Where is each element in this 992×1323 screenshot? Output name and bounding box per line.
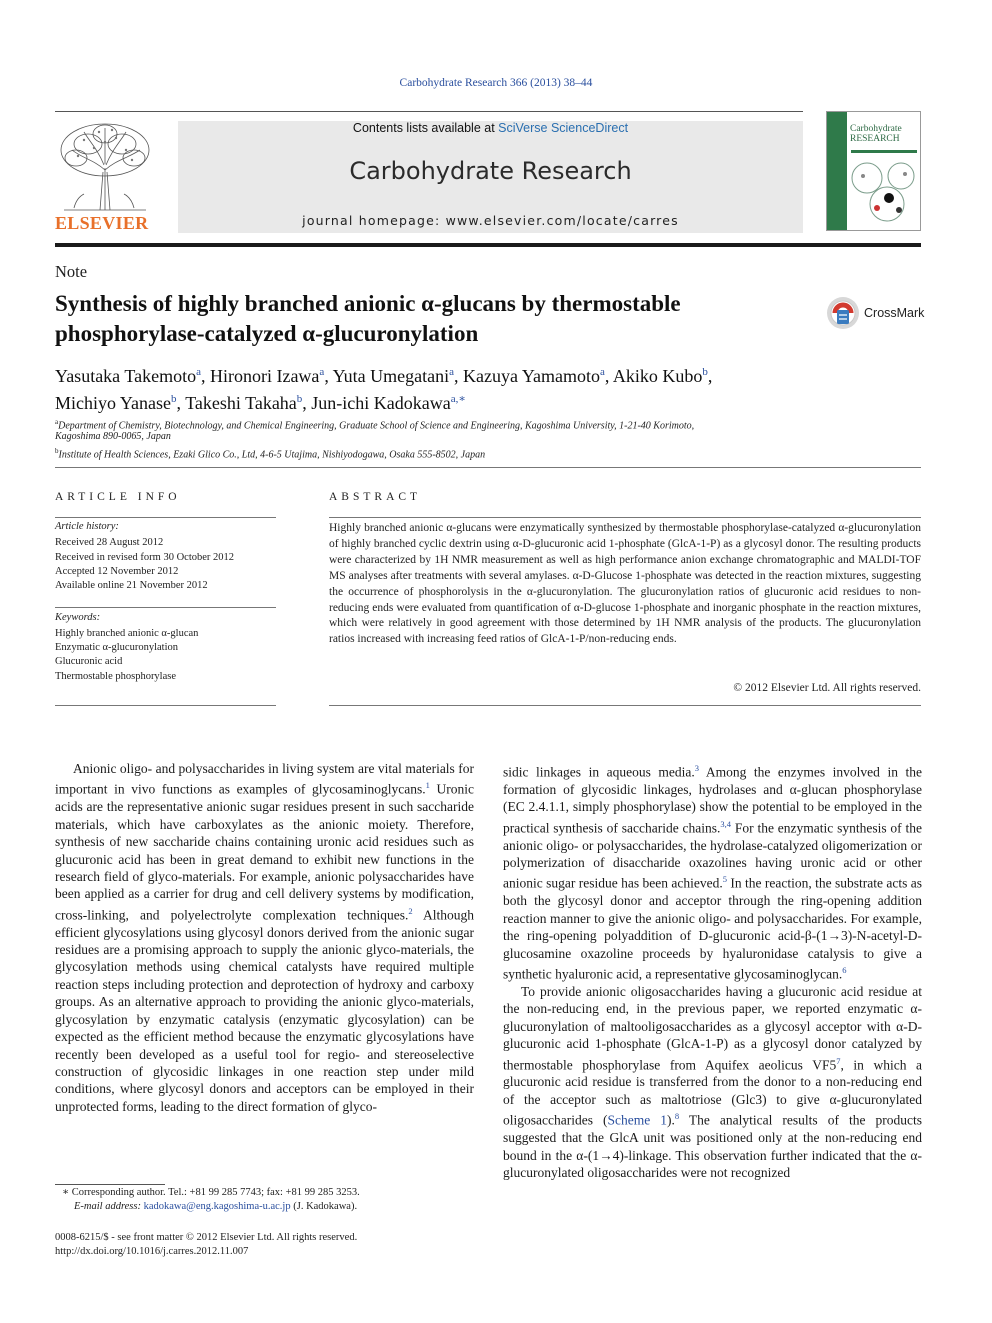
body-column-left xyxy=(55,760,474,1115)
header-rule xyxy=(55,111,803,112)
cover-title-line1: Carbohydrate xyxy=(850,124,902,134)
author-name[interactable]: Akiko Kubo xyxy=(612,366,703,386)
affiliation-text: Department of Chemistry, Biotechnology, and Chemical Engineering, Graduate School of Science and Engineering, Kagoshima University, 1-21-40 Korimoto, xyxy=(58,420,695,432)
affiliation-marker: b xyxy=(55,447,59,455)
email-suffix: (J. Kadokawa). xyxy=(290,1201,358,1212)
author-name[interactable]: Yasutaka Takemoto xyxy=(55,366,197,386)
abstract-copyright: © 2012 Elsevier Ltd. All rights reserved. xyxy=(733,682,921,694)
journal-reference[interactable]: Carbohydrate Research 366 (2013) 38–44 xyxy=(399,77,593,89)
affiliation-marker: a xyxy=(55,418,59,426)
body-text: Anionic oligo- and polysaccharides in living system are vital materials for important in vivo functions as examples of glycosaminoglycans. xyxy=(55,761,474,797)
body-text: Although efficient glycosylations using glycosyl donors derived from the anionic sugar residues are a promising approach to supply the anionic glyco-materials, the glycosylation methods using chemical catalysts have required multiple reaction steps including protection and deprotection of hydroxy and carboxy groups. As an alternative approach to providing the anionic glyco-materials, glycosylation by enzymatic catalysis (enzymatic glycosylation) can be expected as the efficient method because the enzymatic glycosylations have recently been developed as a useful tool for regio- and stereoselective construction of glycosidic linkages in one reaction step under mild conditions, where glycosyl donors and acceptors can be employed in their unprotected forms, leading to the direct formation of glyco- xyxy=(55,907,474,1114)
title-line-1: Synthesis of highly branched anionic α-glucans by thermostable xyxy=(55,291,681,316)
author-name[interactable]: Yuta Umegatani xyxy=(332,366,450,386)
cover-title-line2: RESEARCH xyxy=(850,134,900,144)
author-separator: , xyxy=(324,366,333,386)
journal-cover-thumbnail[interactable] xyxy=(826,111,921,231)
contents-line xyxy=(178,121,803,135)
body-paragraph xyxy=(503,760,922,983)
sciencedirect-link[interactable]: SciVerse ScienceDirect xyxy=(498,121,629,135)
doi-link[interactable]: http://dx.doi.org/10.1016/j.carres.2012.11.007 xyxy=(55,1246,249,1257)
author-affiliation-marker[interactable]: a,∗ xyxy=(450,393,466,405)
history-online: Available online 21 November 2012 xyxy=(55,580,208,591)
body-text: ). xyxy=(667,1112,675,1128)
corresponding-author-note: ∗ Corresponding author. Tel.: +81 99 285 7743; fax: +81 99 285 3253. xyxy=(62,1187,360,1198)
body-text: In the reaction, the substrate acts as both the glycosyl donor and acceptor through the ring-opening addition reaction manner to give the anionic oligo- and polysaccharides. For example, the ring-opening polyaddition of D-glucuronic acid-β-(1→3)-N-acetyl-D-glucosamine oxazoline proceeds by hyaluronidase catalysis to give a synthetic hyaluronic acid, a representative glycosaminoglycan. xyxy=(503,875,922,982)
author-separator: , xyxy=(302,393,312,413)
body-text: , in which a glucuronic acid residue is transferred from the donor to a non-reducing end of the acceptor such as maltotriose (Glc3) to give α-glucuronylated oligosaccharides ( xyxy=(503,1057,922,1128)
affiliation-text: Institute of Health Sciences, Ezaki Glico Co., Ltd, 4-6-5 Utajima, Nishiyodogawa, Osaka 555-8502, Japan xyxy=(58,449,486,461)
scheme-link[interactable]: Scheme 1 xyxy=(607,1112,668,1128)
keywords-rule xyxy=(55,607,276,608)
author-list xyxy=(55,361,921,415)
history-received: Received 28 August 2012 xyxy=(55,537,164,548)
author-separator: , xyxy=(604,366,613,386)
elsevier-wordmark: ELSEVIER xyxy=(55,213,149,233)
title-line-2: phosphorylase-catalyzed α-glucuronylation xyxy=(55,321,479,346)
cover-artwork xyxy=(849,158,919,224)
keyword: Highly branched anionic α-glucan xyxy=(55,628,199,639)
abstract-text: Highly branched anionic α-glucans were enzymatically synthesized by thermostable phosphorylase-catalyzed α-glucuronylation of highly branched cyclic dextrin using α-D-glucuronic acid 1-phosphate (GlcA-1-P) as a glycosyl donor. The resulting products were characterized by 1H NMR measurement as well as high performance anion exchange chromatographic and MALDI-TOF MS analyses after treatments with several amylases. α-D-Glucose 1-phosphate was detected in the reaction mixtures, suggesting the occurrence of phosphorolysis in the α-glucuronylation. The glucuronylation ratios of glucuronic acid residues to non-reducing ends were evaluated from quantification of α-D-glucose 1-phosphate and inorganic phosphate in the reaction mixtures, which were relatively in good agreement with those determined by 1H NMR analysis of the products. The glucuronylation ratios increased with increasing feed ratios of GlcA-1-P/non-reducing ends. xyxy=(329,522,921,646)
affiliation-a-continued xyxy=(55,430,921,445)
body-text: Among the enzymes involved in the formation of glycosidic linkages, hydrolases and α-glucan phosphorylase (EC 2.4.1.1, simply phosphorylase) show the potential to be employed in the practical synthesis of saccharide chains. xyxy=(503,764,922,836)
homepage-url[interactable]: www.elsevier.com/locate/carres xyxy=(445,213,679,228)
author-name[interactable]: Kazuya Yamamoto xyxy=(463,366,600,386)
author-separator: , xyxy=(454,366,464,386)
email-label: E-mail address: xyxy=(74,1201,144,1212)
history-accepted: Accepted 12 November 2012 xyxy=(55,566,179,577)
author-name[interactable]: Hironori Izawa xyxy=(209,366,320,386)
author-affiliation-marker[interactable]: a xyxy=(319,366,325,378)
author-affiliation-marker[interactable]: b xyxy=(296,393,303,405)
journal-homepage xyxy=(178,213,803,228)
affiliation-text: Kagoshima 890-0065, Japan xyxy=(55,430,171,442)
masthead-rule xyxy=(55,243,921,247)
cover-title xyxy=(850,124,902,144)
abstract-heading: ABSTRACT xyxy=(329,491,422,503)
author-affiliation-marker[interactable]: a xyxy=(196,366,201,378)
citation-ref[interactable]: 2 xyxy=(408,905,413,916)
author-separator: , xyxy=(176,393,186,413)
body-paragraph xyxy=(55,760,474,1115)
affiliation-rule xyxy=(55,467,921,468)
author-affiliation-marker[interactable]: a xyxy=(600,366,605,378)
author-affiliation-marker[interactable]: a xyxy=(449,366,455,378)
citation-ref[interactable]: 5 xyxy=(722,874,727,885)
author-name[interactable]: Jun-ichi Kadokawa xyxy=(311,393,451,413)
author-line-2 xyxy=(55,388,921,415)
homepage-prefix: journal homepage: xyxy=(302,213,446,228)
journal-title: Carbohydrate Research xyxy=(349,157,632,185)
author-separator: , xyxy=(707,366,713,386)
crossmark-label[interactable]: CrossMark xyxy=(864,306,925,320)
article-info-rule xyxy=(55,517,276,518)
author-separator: , xyxy=(200,366,210,386)
article-title xyxy=(55,289,805,349)
cover-bar xyxy=(851,150,917,153)
history-revised: Received in revised form 30 October 2012 xyxy=(55,551,235,563)
article-info-bottom-rule xyxy=(55,705,276,706)
crossmark-icon xyxy=(826,296,862,332)
email-link[interactable]: kadokawa@eng.kagoshima-u.ac.jp xyxy=(143,1201,291,1212)
affiliation-b xyxy=(55,444,921,463)
body-text: sidic linkages in aqueous media. xyxy=(503,764,695,780)
history-label: Article history: xyxy=(55,521,119,532)
keyword: Glucuronic acid xyxy=(55,656,123,667)
citation-ref[interactable]: 8 xyxy=(674,1111,680,1122)
citation-ref[interactable]: 3,4 xyxy=(720,818,732,829)
body-paragraph xyxy=(503,983,922,1181)
citation-ref[interactable]: 3 xyxy=(694,763,700,773)
citation-ref[interactable]: 1 xyxy=(425,780,430,791)
contents-prefix: Contents lists available at xyxy=(352,121,499,135)
body-text: Uronic acids are the representative anionic sugar residues present in such saccharide materials, which have carboxylates as the anionic moiety. Therefore, synthesis of new saccharide chains containing uronic acid residues such as glucuronic acid has been in great demand to exhibit new functions in the research field of glyco-materials. For example, anionic polysaccharides have been applied as a carrier for drug and cell delivery systems by modification, cross-linking, and polyelectrolyte complexation techniques. xyxy=(55,781,474,923)
author-affiliation-marker[interactable]: b xyxy=(171,393,177,405)
citation-ref[interactable]: 7 xyxy=(836,1055,841,1066)
author-name[interactable]: Michiyo Yanase xyxy=(55,393,171,413)
cover-spine xyxy=(827,112,847,230)
author-line-1 xyxy=(55,361,921,388)
keyword: Thermostable phosphorylase xyxy=(55,671,177,682)
email-note xyxy=(74,1200,357,1215)
footnote-rule xyxy=(55,1184,165,1185)
article-type: Note xyxy=(55,262,88,281)
abstract-rule xyxy=(329,517,921,518)
keyword: Enzymatic α-glucuronylation xyxy=(55,642,179,653)
body-text: For the enzymatic synthesis of the anionic oligo- or polysaccharides, the hydrolase-catalyzed oligomerization or polymerization of disaccharide oxazolines having uronic acid or other anionic sugar residue has been achieved. xyxy=(503,820,922,891)
body-text: The analytical results of the products suggested that the GlcA unit was positioned only at the non-reducing end bound in the α-(1→4)-linkage. This observation further indicated that the α-glucuronylated oligosaccharides were not recognized xyxy=(503,1112,922,1180)
body-text: To provide anionic oligosaccharides having a glucuronic acid residue at the non-reducing end, in the previous paper, we reported enzymatic α-glucuronylation of maltooligosaccharides as a glycosyl acceptor with α-D-glucuronic acid 1-phosphate (GlcA-1-P) as a glycosyl donor catalyzed by thermostable phosphorylase from Aquifex aeolicus VF5 xyxy=(503,983,922,1072)
body-column-right xyxy=(503,760,922,1181)
issn-line: 0008-6215/$ - see front matter © 2012 Elsevier Ltd. All rights reserved. xyxy=(55,1232,358,1243)
author-affiliation-marker[interactable]: b xyxy=(702,366,708,378)
citation-ref[interactable]: 6 xyxy=(842,964,847,975)
keywords-label: Keywords: xyxy=(55,612,101,623)
abstract-bottom-rule xyxy=(329,705,921,706)
author-name[interactable]: Takeshi Takaha xyxy=(185,393,297,413)
article-info-heading: ARTICLE INFO xyxy=(55,491,181,503)
